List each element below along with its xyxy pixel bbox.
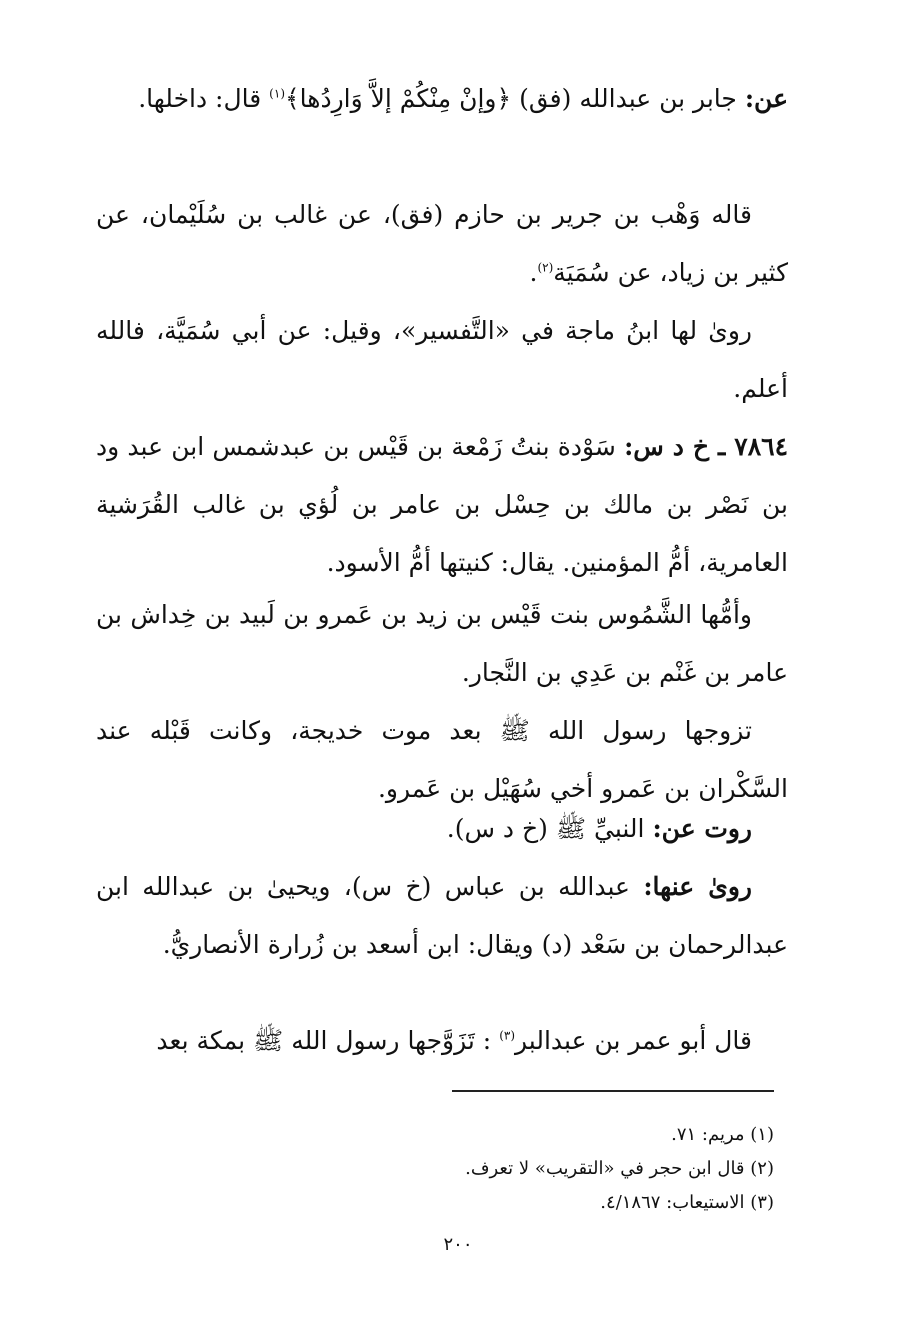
paragraph-group-9	[96, 1012, 788, 1070]
paragraph-group-7	[96, 800, 788, 974]
entry-name: سَوْدة بنتُ زَمْعة بن قَيْس بن عبدشمس ابن عبد ود بن نَصْر بن مالك بن حِسْل بن عامر بن لُؤي بن غالب القُرَشية العامرية، أمُّ المؤمنين. يقال: كنيتها أمُّ الأسود.	[96, 432, 788, 577]
footnote-divider	[452, 1090, 774, 1092]
footnote-1: (١) مريم: ٧١.	[671, 1124, 774, 1145]
paragraph-8-text: عبدالله بن عباس (خ س)، ويحيىٰ بن عبدالله ابن عبدالرحمان بن سَعْد (د) ويقال: ابن أسعد بن زُرارة الأنصاريُّ.	[96, 872, 788, 959]
paragraph-2	[96, 186, 788, 302]
paragraph-9-text: قال أبو عمر بن عبدالبر	[515, 1026, 752, 1055]
paragraph-3: روىٰ لها ابنُ ماجة في «التَّفسير»، وقيل: عن أبي سُمَيَّة، فالله أعلم.	[96, 316, 788, 403]
page-number: ٢٠٠	[443, 1234, 473, 1255]
label-an: عن:	[744, 84, 788, 113]
paragraph-2-text: قاله وَهْب بن جرير بن حازم (فق)، عن غالب بن سُلَيْمان، عن كثير بن زياد، عن سُمَيَة	[96, 200, 788, 287]
paragraph-group-5	[96, 586, 788, 818]
paragraph-5: وأمُّها الشَّمُوس بنت قَيْس بن زيد بن عَمرو بن لَبيد بن خِداش بن عامر بن غَنْم بن عَدِي بن النَّجار.	[96, 600, 788, 687]
paragraph-7	[96, 800, 788, 858]
paragraph-1-tail: قال: داخلها.	[138, 84, 262, 113]
paragraph-1	[96, 70, 788, 128]
footnotes	[300, 1118, 774, 1220]
paragraph-7-text: النبيِّ ﷺ (خ د س).	[446, 814, 645, 843]
paragraph-2-tail: .	[529, 258, 538, 287]
footnote-3: (٣) الاستيعاب: ٤/١٨٦٧.	[600, 1192, 774, 1213]
footnote-ref-3: (٣)	[499, 1028, 516, 1043]
footnote-ref-2: (٢)	[537, 260, 554, 275]
paragraph-1-text: جابر بن عبدالله (فق) ﴿وإنْ مِنْكُمْ إلاَّ وَارِدُها﴾	[285, 84, 737, 113]
paragraph-6: تزوجها رسول الله ﷺ بعد موت خديجة، وكانت قَبْله عند السَّكْران بن عَمرو أخي سُهَيْل بن عَمرو.	[96, 716, 788, 803]
label-rawat-an: روت عن:	[652, 814, 752, 843]
footnote-2: (٢) قال ابن حجر في «التقريب» لا تعرف.	[465, 1158, 774, 1179]
paragraph-group-2	[96, 186, 788, 418]
label-rawa-anha: روىٰ عنها:	[643, 872, 753, 901]
footnote-ref-1: (١)	[269, 86, 285, 101]
entry-7864	[96, 418, 788, 592]
paragraph-9	[96, 1012, 788, 1070]
paragraph-8	[96, 858, 788, 974]
entry-heading	[96, 418, 788, 592]
paragraph-9-tail: : تَزَوَّجها رسول الله ﷺ بمكة بعد	[156, 1026, 492, 1055]
entry-number: ٧٨٦٤ ـ خ د س:	[624, 432, 788, 461]
main-text	[96, 70, 788, 128]
